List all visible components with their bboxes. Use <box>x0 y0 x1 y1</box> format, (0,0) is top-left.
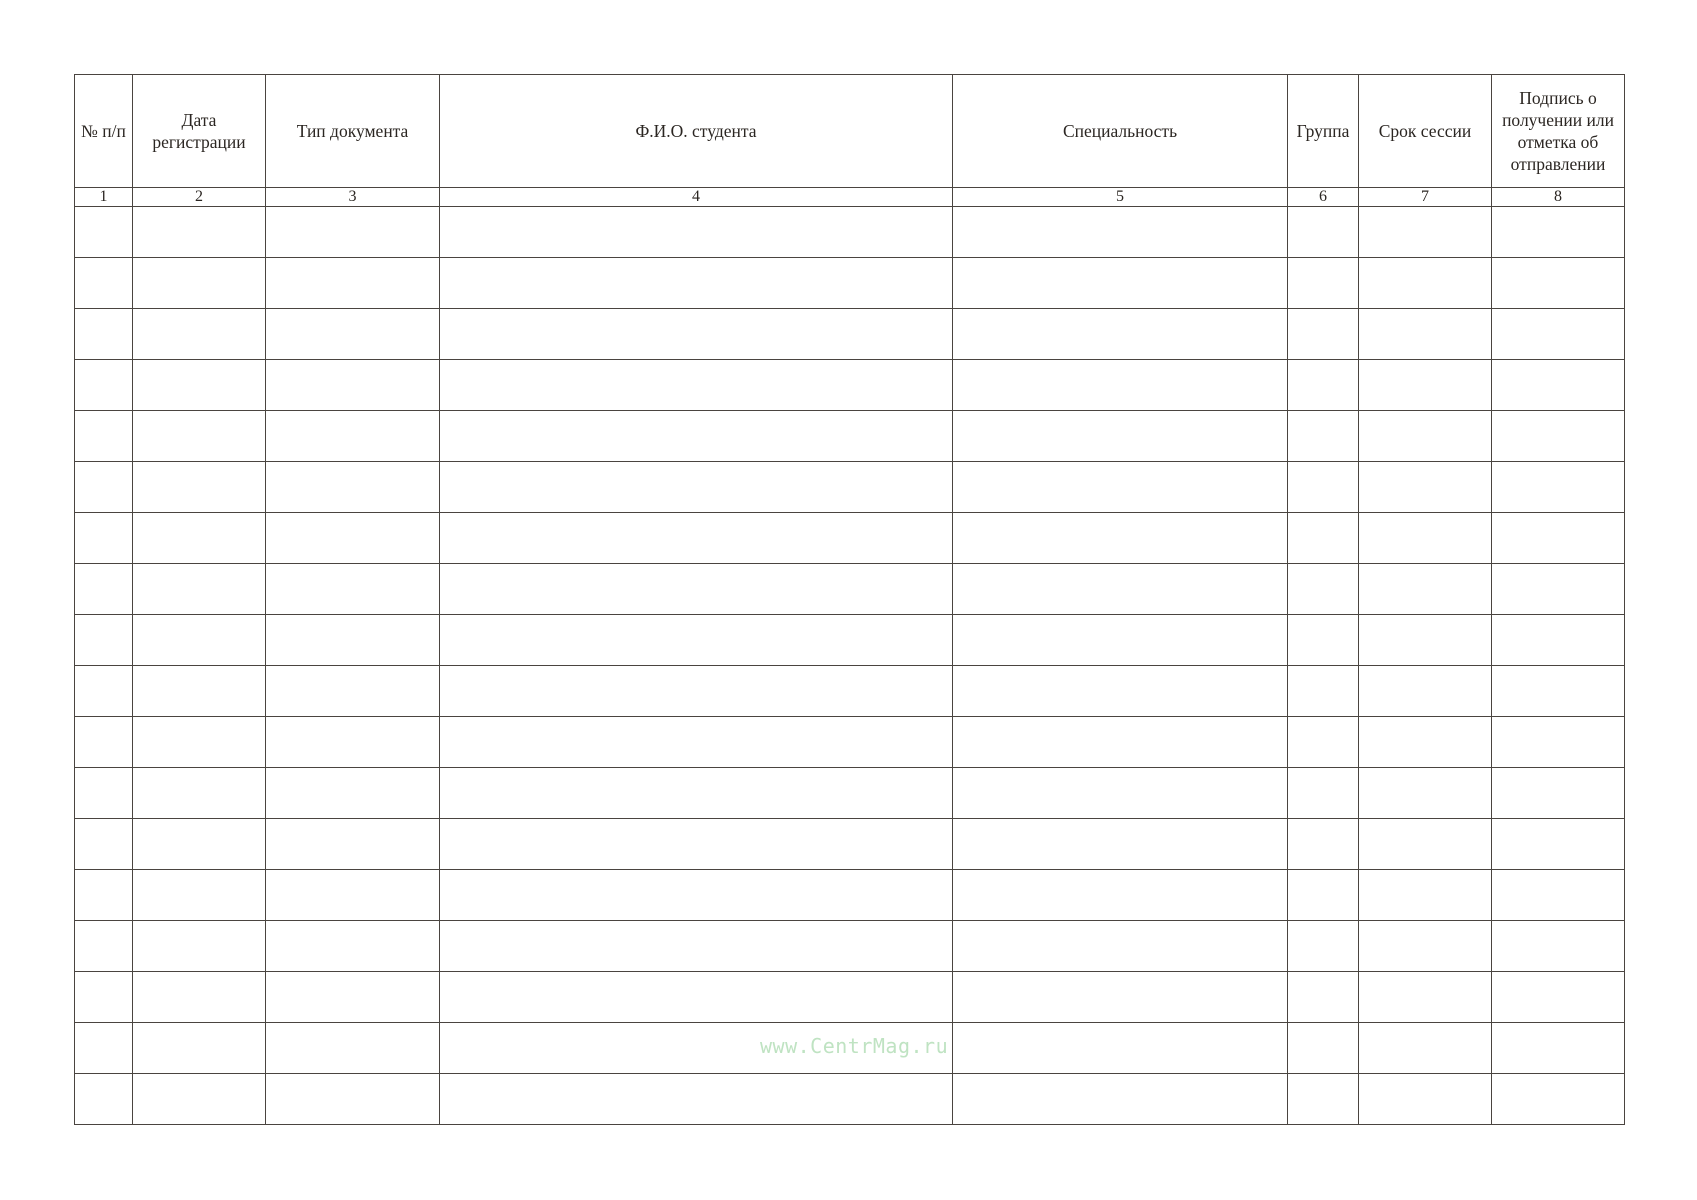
header-cell-specialty: Специальность <box>953 75 1288 188</box>
table-cell[interactable] <box>266 360 440 411</box>
table-row <box>75 462 1625 513</box>
table-cell[interactable] <box>133 564 266 615</box>
table-cell[interactable] <box>1492 258 1625 309</box>
table-cell[interactable] <box>440 717 953 768</box>
header-cell-group: Группа <box>1288 75 1359 188</box>
table-cell[interactable] <box>1288 1023 1359 1074</box>
table-cell[interactable] <box>1359 207 1492 258</box>
table-cell[interactable] <box>75 870 133 921</box>
table-cell[interactable] <box>1492 207 1625 258</box>
header-cell-session-period: Срок сессии <box>1359 75 1492 188</box>
table-cell[interactable] <box>440 258 953 309</box>
table-cell[interactable] <box>1288 1074 1359 1125</box>
table-cell[interactable] <box>953 462 1288 513</box>
table-cell[interactable] <box>75 717 133 768</box>
table-cell[interactable] <box>1492 564 1625 615</box>
table-cell[interactable] <box>1492 309 1625 360</box>
table-cell[interactable] <box>953 1074 1288 1125</box>
table-cell[interactable] <box>133 513 266 564</box>
table-cell[interactable] <box>1492 615 1625 666</box>
table-cell[interactable] <box>133 870 266 921</box>
table-cell[interactable] <box>953 309 1288 360</box>
table-cell[interactable] <box>440 207 953 258</box>
table-cell[interactable] <box>133 819 266 870</box>
table-cell[interactable] <box>1359 615 1492 666</box>
table-cell[interactable] <box>75 972 133 1023</box>
table-cell[interactable] <box>266 870 440 921</box>
table-cell[interactable] <box>1492 768 1625 819</box>
table-cell[interactable] <box>133 717 266 768</box>
table-row <box>75 819 1625 870</box>
table-cell[interactable] <box>266 1074 440 1125</box>
table-cell[interactable] <box>75 819 133 870</box>
table-cell[interactable] <box>1359 1023 1492 1074</box>
table-cell[interactable] <box>1359 768 1492 819</box>
table-cell[interactable] <box>1492 870 1625 921</box>
table-cell[interactable] <box>1288 564 1359 615</box>
header-row <box>75 75 1625 188</box>
table-cell[interactable] <box>1288 411 1359 462</box>
table-row <box>75 666 1625 717</box>
table-cell[interactable] <box>133 462 266 513</box>
column-number-row <box>75 188 1625 207</box>
table-cell[interactable] <box>440 768 953 819</box>
table-cell[interactable] <box>133 309 266 360</box>
header-cell-number: № п/п <box>75 75 133 188</box>
table-cell[interactable] <box>953 870 1288 921</box>
table-cell[interactable] <box>1288 360 1359 411</box>
table-cell[interactable] <box>266 411 440 462</box>
table-row <box>75 309 1625 360</box>
table-cell[interactable] <box>75 1023 133 1074</box>
table-cell[interactable] <box>266 258 440 309</box>
table-cell[interactable] <box>440 972 953 1023</box>
column-number-cell: 2 <box>133 188 266 207</box>
table-cell[interactable] <box>1359 717 1492 768</box>
table-cell[interactable] <box>133 768 266 819</box>
table-cell[interactable] <box>440 513 953 564</box>
table-cell[interactable] <box>266 309 440 360</box>
table-cell[interactable] <box>1288 819 1359 870</box>
table-row <box>75 972 1625 1023</box>
table-row <box>75 870 1625 921</box>
table-cell[interactable] <box>75 768 133 819</box>
table-cell[interactable] <box>440 309 953 360</box>
table-cell[interactable] <box>1359 819 1492 870</box>
table-cell[interactable] <box>75 309 133 360</box>
table-cell[interactable] <box>1359 360 1492 411</box>
table-cell[interactable] <box>1288 615 1359 666</box>
table-row <box>75 360 1625 411</box>
table-cell[interactable] <box>133 615 266 666</box>
table-cell[interactable] <box>1288 921 1359 972</box>
table-cell[interactable] <box>75 411 133 462</box>
table-cell[interactable] <box>133 666 266 717</box>
table-cell[interactable] <box>133 207 266 258</box>
table-cell[interactable] <box>1359 462 1492 513</box>
column-number-cell: 7 <box>1359 188 1492 207</box>
table-cell[interactable] <box>953 819 1288 870</box>
table-cell[interactable] <box>1359 972 1492 1023</box>
table-cell[interactable] <box>266 717 440 768</box>
table-cell[interactable] <box>133 921 266 972</box>
header-cell-student-name: Ф.И.О. студента <box>440 75 953 188</box>
table-cell[interactable] <box>266 666 440 717</box>
table-cell[interactable] <box>1288 309 1359 360</box>
table-cell[interactable] <box>133 1023 266 1074</box>
table-cell[interactable] <box>953 564 1288 615</box>
table-cell[interactable] <box>953 360 1288 411</box>
table-cell[interactable] <box>1288 717 1359 768</box>
header-cell-registration-date: Дата регистрации <box>133 75 266 188</box>
table-cell[interactable] <box>953 972 1288 1023</box>
table-cell[interactable] <box>440 666 953 717</box>
table-cell[interactable] <box>1288 666 1359 717</box>
table-cell[interactable] <box>1492 972 1625 1023</box>
column-number-cell: 6 <box>1288 188 1359 207</box>
table-row <box>75 411 1625 462</box>
table-cell[interactable] <box>133 258 266 309</box>
table-cell[interactable] <box>75 513 133 564</box>
table-cell[interactable] <box>266 564 440 615</box>
table-cell[interactable] <box>440 411 953 462</box>
table-cell[interactable] <box>440 615 953 666</box>
table-cell[interactable] <box>1288 513 1359 564</box>
table-cell[interactable] <box>1359 258 1492 309</box>
table-cell[interactable] <box>953 768 1288 819</box>
table-cell[interactable] <box>953 666 1288 717</box>
table-cell[interactable] <box>1492 717 1625 768</box>
table-cell[interactable] <box>1359 411 1492 462</box>
column-number-cell: 8 <box>1492 188 1625 207</box>
table-cell[interactable] <box>133 411 266 462</box>
table-row <box>75 921 1625 972</box>
table-cell[interactable] <box>1359 870 1492 921</box>
table-cell[interactable] <box>266 972 440 1023</box>
column-number-cell: 4 <box>440 188 953 207</box>
table-cell[interactable] <box>1359 666 1492 717</box>
table-cell[interactable] <box>75 360 133 411</box>
table-cell[interactable] <box>1288 870 1359 921</box>
table-cell[interactable] <box>266 819 440 870</box>
table-cell[interactable] <box>440 921 953 972</box>
table-cell[interactable] <box>440 360 953 411</box>
table-cell[interactable] <box>1492 921 1625 972</box>
table-cell[interactable] <box>75 207 133 258</box>
table-cell[interactable] <box>1492 360 1625 411</box>
table-cell[interactable] <box>75 615 133 666</box>
table-cell[interactable] <box>75 564 133 615</box>
table-cell[interactable] <box>266 1023 440 1074</box>
table-cell[interactable] <box>266 615 440 666</box>
table-cell[interactable] <box>440 819 953 870</box>
column-number-cell: 1 <box>75 188 133 207</box>
journal-body <box>75 207 1625 1125</box>
table-cell[interactable] <box>1288 972 1359 1023</box>
table-cell[interactable] <box>1288 207 1359 258</box>
table-row <box>75 717 1625 768</box>
table-cell[interactable] <box>953 1023 1288 1074</box>
table-cell[interactable] <box>1359 1074 1492 1125</box>
watermark: www.CentrMag.ru <box>760 1034 949 1058</box>
table-cell[interactable] <box>440 870 953 921</box>
table-cell[interactable] <box>1492 513 1625 564</box>
table-cell[interactable] <box>953 207 1288 258</box>
registration-journal-table <box>74 74 1625 1125</box>
table-cell[interactable] <box>440 564 953 615</box>
table-row <box>75 564 1625 615</box>
table-cell[interactable] <box>266 207 440 258</box>
table-cell[interactable] <box>953 513 1288 564</box>
table-cell[interactable] <box>133 360 266 411</box>
table-cell[interactable] <box>1288 258 1359 309</box>
table-cell[interactable] <box>1359 309 1492 360</box>
header-cell-document-type: Тип документа <box>266 75 440 188</box>
table-cell[interactable] <box>1359 564 1492 615</box>
column-number-cell: 3 <box>266 188 440 207</box>
table-cell[interactable] <box>1288 462 1359 513</box>
table-row <box>75 615 1625 666</box>
table-cell[interactable] <box>266 768 440 819</box>
table-cell[interactable] <box>75 921 133 972</box>
table-cell[interactable] <box>1359 513 1492 564</box>
table-cell[interactable] <box>1492 411 1625 462</box>
table-cell[interactable] <box>953 717 1288 768</box>
table-cell[interactable] <box>1492 1023 1625 1074</box>
table-cell[interactable] <box>75 1074 133 1125</box>
table-cell[interactable] <box>1492 462 1625 513</box>
table-cell[interactable] <box>1492 1074 1625 1125</box>
table-cell[interactable] <box>1492 819 1625 870</box>
table-cell[interactable] <box>75 666 133 717</box>
header-cell-signature: Подпись о получении или отметка об отправлении <box>1492 75 1625 188</box>
table-cell[interactable] <box>266 462 440 513</box>
column-number-cell: 5 <box>953 188 1288 207</box>
table-row <box>75 513 1625 564</box>
table-cell[interactable] <box>266 921 440 972</box>
table-cell[interactable] <box>440 1074 953 1125</box>
table-cell[interactable] <box>133 1074 266 1125</box>
table-row <box>75 207 1625 258</box>
table-row <box>75 258 1625 309</box>
table-cell[interactable] <box>953 411 1288 462</box>
table-row <box>75 768 1625 819</box>
table-cell[interactable] <box>1288 768 1359 819</box>
table-cell[interactable] <box>1359 921 1492 972</box>
table-cell[interactable] <box>1492 666 1625 717</box>
table-cell[interactable] <box>440 462 953 513</box>
table-cell[interactable] <box>953 921 1288 972</box>
table-cell[interactable] <box>75 462 133 513</box>
table-cell[interactable] <box>133 972 266 1023</box>
table-cell[interactable] <box>953 258 1288 309</box>
table-cell[interactable] <box>953 615 1288 666</box>
table-cell[interactable] <box>266 513 440 564</box>
table-row <box>75 1074 1625 1125</box>
table-cell[interactable] <box>75 258 133 309</box>
